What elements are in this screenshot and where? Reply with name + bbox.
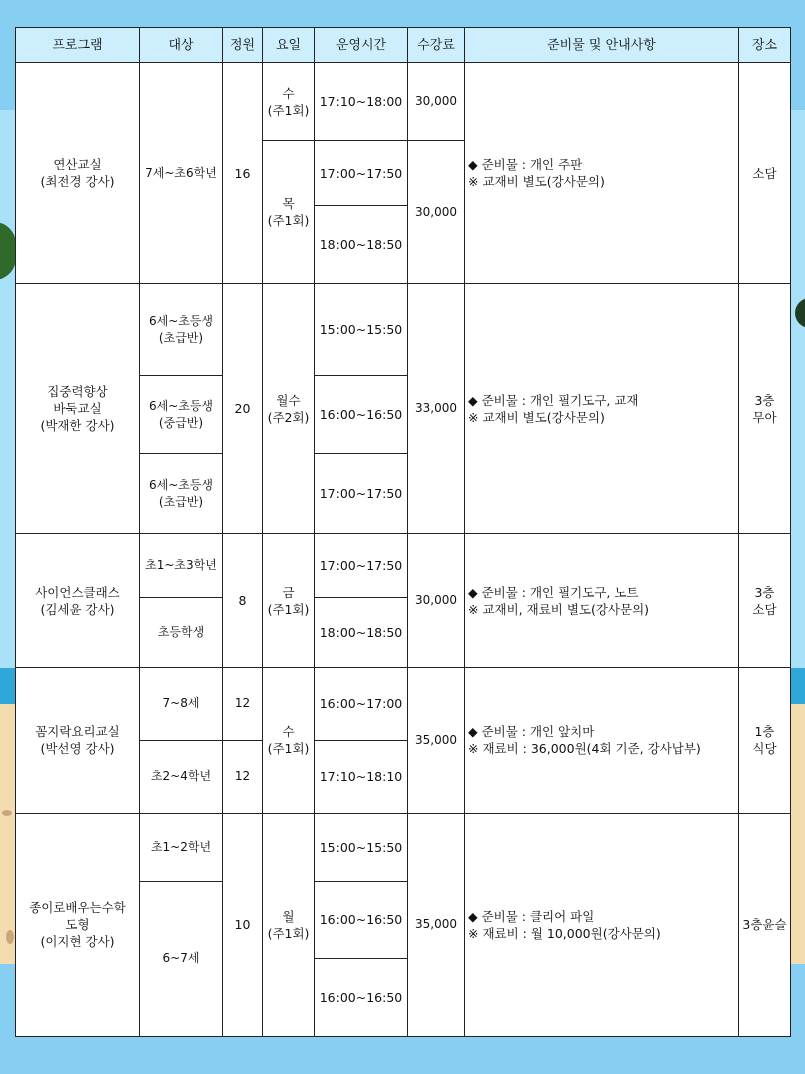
- table-row: [16, 284, 791, 376]
- header-capacity: 정원: [223, 28, 263, 63]
- capacity-cell: 20: [223, 284, 263, 534]
- capacity-cell: 12: [223, 740, 263, 813]
- time-cell: 17:10~18:00: [315, 63, 408, 141]
- target-cell: 7~8세: [140, 667, 223, 740]
- notes-cell: ◆ 준비물 : 클리어 파일 ※ 재료비 : 월 10,000원(강사문의): [465, 813, 739, 1036]
- program-name: 집중력향상 바둑교실 (박재한 강사): [16, 284, 140, 534]
- target-cell: 6세~초등생 (초급반): [140, 454, 223, 534]
- day-cell: 월 (주1회): [263, 813, 315, 1036]
- fee-cell: 30,000: [408, 141, 465, 284]
- capacity-cell: 10: [223, 813, 263, 1036]
- program-name: 꼼지락요리교실 (박선영 강사): [16, 667, 140, 813]
- fee-cell: 30,000: [408, 63, 465, 141]
- time-cell: 18:00~18:50: [315, 597, 408, 667]
- notes-cell: ◆ 준비물 : 개인 주판 ※ 교재비 별도(강사문의): [465, 63, 739, 284]
- time-cell: 16:00~16:50: [315, 881, 408, 958]
- fee-cell: 35,000: [408, 813, 465, 1036]
- header-program: 프로그램: [16, 28, 140, 63]
- fee-cell: 33,000: [408, 284, 465, 534]
- day-cell: 금 (주1회): [263, 534, 315, 667]
- sand-dot-decoration: [6, 930, 14, 944]
- time-cell: 16:00~16:50: [315, 376, 408, 454]
- day-cell: 월수 (주2회): [263, 284, 315, 534]
- target-cell: 초1~초3학년: [140, 534, 223, 597]
- sand-dot-decoration: [2, 810, 12, 816]
- day-cell: 목 (주1회): [263, 141, 315, 284]
- fee-cell: 30,000: [408, 534, 465, 667]
- table-row: [16, 667, 791, 740]
- target-cell: 초등학생: [140, 597, 223, 667]
- table-row: [16, 63, 791, 141]
- time-cell: 17:00~17:50: [315, 141, 408, 206]
- place-cell: 3층윤슬: [739, 813, 791, 1036]
- capacity-cell: 12: [223, 667, 263, 740]
- time-cell: 16:00~17:00: [315, 667, 408, 740]
- program-name: 종이로배우는수학 도형 (이지현 강사): [16, 813, 140, 1036]
- time-cell: 17:00~17:50: [315, 534, 408, 597]
- place-cell: 3층 소담: [739, 534, 791, 667]
- day-cell: 수 (주1회): [263, 63, 315, 141]
- day-cell: 수 (주1회): [263, 667, 315, 813]
- table-row: [16, 534, 791, 597]
- place-cell: 3층 무아: [739, 284, 791, 534]
- notes-cell: ◆ 준비물 : 개인 앞치마 ※ 재료비 : 36,000원(4회 기준, 강사납부): [465, 667, 739, 813]
- fee-cell: 35,000: [408, 667, 465, 813]
- capacity-cell: 16: [223, 63, 263, 284]
- target-cell: 6~7세: [140, 881, 223, 1036]
- header-target: 대상: [140, 28, 223, 63]
- header-notes: 준비물 및 안내사항: [465, 28, 739, 63]
- time-cell: 15:00~15:50: [315, 813, 408, 881]
- time-cell: 17:00~17:50: [315, 454, 408, 534]
- program-name: 사이언스클래스 (김세윤 강사): [16, 534, 140, 667]
- header-day: 요일: [263, 28, 315, 63]
- program-schedule-table: [15, 27, 791, 1037]
- time-cell: 17:10~18:10: [315, 740, 408, 813]
- notes-cell: ◆ 준비물 : 개인 필기도구, 노트 ※ 교재비, 재료비 별도(강사문의): [465, 534, 739, 667]
- table-row: [16, 813, 791, 881]
- target-cell: 초2~4학년: [140, 740, 223, 813]
- time-cell: 16:00~16:50: [315, 958, 408, 1036]
- program-name: 연산교실 (최전경 강사): [16, 63, 140, 284]
- place-cell: 소담: [739, 63, 791, 284]
- place-cell: 1층 식당: [739, 667, 791, 813]
- header-fee: 수강료: [408, 28, 465, 63]
- time-cell: 15:00~15:50: [315, 284, 408, 376]
- target-cell: 6세~초등생 (초급반): [140, 284, 223, 376]
- header-time: 운영시간: [315, 28, 408, 63]
- header-row: [16, 28, 791, 63]
- notes-cell: ◆ 준비물 : 개인 필기도구, 교재 ※ 교재비 별도(강사문의): [465, 284, 739, 534]
- header-place: 장소: [739, 28, 791, 63]
- target-cell: 초1~2학년: [140, 813, 223, 881]
- capacity-cell: 8: [223, 534, 263, 667]
- time-cell: 18:00~18:50: [315, 206, 408, 284]
- target-cell: 6세~초등생 (중급반): [140, 376, 223, 454]
- target-cell: 7세~초6학년: [140, 63, 223, 284]
